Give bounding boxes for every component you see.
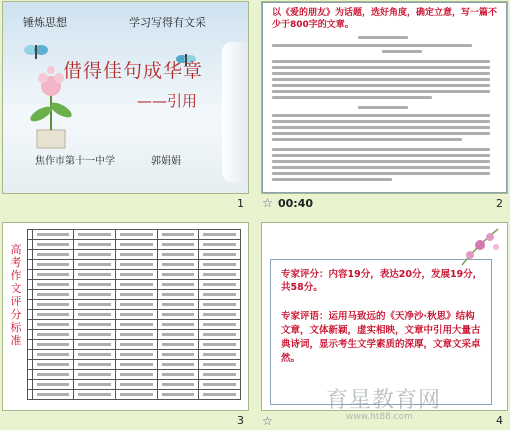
table-cell — [74, 250, 116, 260]
table-cell — [199, 280, 241, 290]
table-cell — [32, 240, 74, 250]
table-cell — [32, 340, 74, 350]
table-cell — [157, 250, 199, 260]
table-cell — [74, 350, 116, 360]
scoring-table — [27, 229, 241, 400]
table-cell — [115, 340, 157, 350]
table-row — [28, 320, 241, 330]
table-cell — [157, 370, 199, 380]
cell-text-placeholder — [37, 393, 70, 396]
table-cell — [32, 270, 74, 280]
cell-text-placeholder — [162, 243, 195, 246]
table-row — [28, 300, 241, 310]
cell-text-placeholder — [203, 283, 236, 286]
cell-text-placeholder — [162, 393, 195, 396]
cell-text-placeholder — [203, 373, 236, 376]
table-row — [28, 380, 241, 390]
table-cell — [199, 380, 241, 390]
cell-text-placeholder — [37, 363, 70, 366]
butterfly-icon — [23, 40, 49, 66]
table-cell — [199, 390, 241, 400]
cell-text-placeholder — [78, 303, 111, 306]
cell-text-placeholder — [120, 273, 153, 276]
table-cell — [115, 330, 157, 340]
table-cell — [115, 380, 157, 390]
table-cell — [32, 290, 74, 300]
table-cell — [157, 320, 199, 330]
header-right-text: 学习写得有文采 — [129, 16, 206, 29]
table-cell — [115, 360, 157, 370]
cell-text-placeholder — [120, 233, 153, 236]
school-name: 焦作市第十一中学 — [35, 156, 115, 167]
cell-text-placeholder — [78, 373, 111, 376]
table-cell — [115, 320, 157, 330]
table-cell — [74, 230, 116, 240]
table-row — [28, 360, 241, 370]
cell-text-placeholder — [203, 273, 236, 276]
table-cell — [32, 390, 74, 400]
cell-text-placeholder — [37, 353, 70, 356]
table-cell — [199, 270, 241, 280]
cell-text-placeholder — [120, 373, 153, 376]
writing-prompt: 以《爱的朋友》为话题，选好角度，确定立意，写一篇不少于800字的文章。 — [272, 8, 498, 30]
cell-text-placeholder — [162, 283, 195, 286]
table-cell — [74, 260, 116, 270]
cell-text-placeholder — [162, 373, 195, 376]
author-name: 郭娟娟 — [151, 156, 181, 167]
cell-text-placeholder — [203, 323, 236, 326]
table-cell — [199, 370, 241, 380]
table-cell — [115, 390, 157, 400]
cell-text-placeholder — [203, 333, 236, 336]
table-cell — [74, 330, 116, 340]
table-cell — [74, 380, 116, 390]
cell-text-placeholder — [120, 303, 153, 306]
cell-text-placeholder — [78, 363, 111, 366]
cell-text-placeholder — [203, 303, 236, 306]
cell-text-placeholder — [37, 283, 70, 286]
cell-text-placeholder — [78, 343, 111, 346]
table-cell — [115, 300, 157, 310]
table-cell — [199, 230, 241, 240]
cell-text-placeholder — [162, 293, 195, 296]
table-cell — [32, 300, 74, 310]
cell-text-placeholder — [162, 253, 195, 256]
table-cell — [115, 240, 157, 250]
table-cell — [157, 390, 199, 400]
table-cell — [157, 230, 199, 240]
cell-text-placeholder — [162, 363, 195, 366]
table-cell — [115, 270, 157, 280]
table-row — [28, 270, 241, 280]
table-row — [28, 250, 241, 260]
table-cell — [74, 340, 116, 350]
cell-text-placeholder — [162, 313, 195, 316]
cell-text-placeholder — [203, 293, 236, 296]
table-cell — [32, 350, 74, 360]
cell-text-placeholder — [37, 263, 70, 266]
table-row — [28, 330, 241, 340]
cell-text-placeholder — [37, 253, 70, 256]
table-row — [28, 230, 241, 240]
cell-text-placeholder — [78, 283, 111, 286]
cell-text-placeholder — [37, 243, 70, 246]
table-cell — [199, 250, 241, 260]
expert-score: 专家评分：内容19分，表达20分，发展19分，共58分。 — [281, 269, 483, 293]
cell-text-placeholder — [120, 293, 153, 296]
table-cell — [32, 330, 74, 340]
table-cell — [32, 320, 74, 330]
table-cell — [157, 330, 199, 340]
table-cell — [199, 300, 241, 310]
table-cell — [74, 270, 116, 280]
table-cell — [199, 320, 241, 330]
slide-number: 1 — [237, 197, 244, 210]
table-cell — [32, 360, 74, 370]
transition-star-icon[interactable]: ☆ — [262, 196, 273, 210]
slide-timing: 00:40 — [278, 197, 314, 210]
cell-text-placeholder — [162, 343, 195, 346]
cell-text-placeholder — [203, 383, 236, 386]
cell-text-placeholder — [78, 293, 111, 296]
site-watermark-url: www.ht88.com — [346, 412, 413, 422]
cell-text-placeholder — [78, 233, 111, 236]
table-cell — [157, 260, 199, 270]
header-left-text: 锤炼思想 — [23, 16, 67, 29]
table-cell — [157, 300, 199, 310]
slide-subtitle: ——引用 — [137, 92, 198, 110]
table-cell — [115, 370, 157, 380]
cell-text-placeholder — [203, 343, 236, 346]
cell-text-placeholder — [120, 363, 153, 366]
transition-star-icon[interactable]: ☆ — [262, 414, 273, 428]
slide-2[interactable] — [262, 2, 507, 193]
table-cell — [157, 350, 199, 360]
table-row — [28, 260, 241, 270]
vertical-title: 高考作文评分标准 — [10, 243, 22, 347]
slide-1[interactable] — [3, 2, 248, 193]
table-cell — [199, 260, 241, 270]
cell-text-placeholder — [203, 313, 236, 316]
table-cell — [32, 260, 74, 270]
cell-text-placeholder — [120, 283, 153, 286]
table-cell — [115, 260, 157, 270]
table-cell — [115, 310, 157, 320]
cell-text-placeholder — [203, 363, 236, 366]
cell-text-placeholder — [78, 353, 111, 356]
cell-text-placeholder — [37, 303, 70, 306]
table-cell — [157, 340, 199, 350]
table-row — [28, 240, 241, 250]
cell-text-placeholder — [78, 383, 111, 386]
page-curl-decoration — [222, 42, 248, 182]
cell-text-placeholder — [120, 243, 153, 246]
table-row — [28, 280, 241, 290]
cell-text-placeholder — [78, 243, 111, 246]
cell-text-placeholder — [37, 323, 70, 326]
cell-text-placeholder — [162, 263, 195, 266]
table-cell — [157, 240, 199, 250]
slide-3[interactable] — [3, 223, 248, 410]
table-cell — [32, 310, 74, 320]
slide-title: 借得佳句成华章 — [63, 60, 204, 82]
table-row — [28, 350, 241, 360]
cell-text-placeholder — [203, 233, 236, 236]
cell-text-placeholder — [162, 323, 195, 326]
cell-text-placeholder — [37, 373, 70, 376]
table-cell — [115, 250, 157, 260]
cell-text-placeholder — [203, 253, 236, 256]
slide-number: 4 — [496, 414, 503, 427]
table-cell — [74, 290, 116, 300]
table-row — [28, 370, 241, 380]
cell-text-placeholder — [78, 333, 111, 336]
table-cell — [32, 280, 74, 290]
site-watermark: 育星教育网 — [326, 388, 442, 413]
cell-text-placeholder — [203, 243, 236, 246]
table-cell — [74, 300, 116, 310]
table-row — [28, 390, 241, 400]
table-cell — [199, 290, 241, 300]
table-cell — [157, 310, 199, 320]
table-cell — [115, 230, 157, 240]
cell-text-placeholder — [78, 393, 111, 396]
cell-text-placeholder — [203, 263, 236, 266]
table-cell — [157, 290, 199, 300]
table-cell — [199, 310, 241, 320]
table-cell — [74, 240, 116, 250]
table-cell — [32, 230, 74, 240]
cell-text-placeholder — [78, 313, 111, 316]
cell-text-placeholder — [78, 273, 111, 276]
cell-text-placeholder — [120, 253, 153, 256]
table-cell — [157, 270, 199, 280]
table-row — [28, 340, 241, 350]
expert-comment: 专家评语：运用马致远的《天净沙·秋思》结构文章，文体新颖，虚实相映，文章中引用大量古典诗词，显示考生文学素质的深厚，文章文采卓然。 — [281, 311, 481, 364]
slide-4[interactable] — [262, 223, 507, 410]
cell-text-placeholder — [120, 323, 153, 326]
table-cell — [74, 360, 116, 370]
table-cell — [115, 280, 157, 290]
table-cell — [157, 280, 199, 290]
cell-text-placeholder — [120, 353, 153, 356]
cell-text-placeholder — [120, 333, 153, 336]
slide-number: 3 — [237, 414, 244, 427]
table-cell — [74, 320, 116, 330]
table-cell — [199, 350, 241, 360]
cell-text-placeholder — [203, 393, 236, 396]
table-cell — [74, 370, 116, 380]
table-cell — [157, 360, 199, 370]
cell-text-placeholder — [120, 393, 153, 396]
cell-text-placeholder — [120, 343, 153, 346]
cell-text-placeholder — [37, 343, 70, 346]
table-cell — [74, 280, 116, 290]
table-cell — [74, 310, 116, 320]
cell-text-placeholder — [162, 383, 195, 386]
cell-text-placeholder — [162, 333, 195, 336]
cell-text-placeholder — [78, 323, 111, 326]
table-cell — [115, 290, 157, 300]
cell-text-placeholder — [162, 233, 195, 236]
cell-text-placeholder — [37, 313, 70, 316]
slide-number: 2 — [496, 197, 503, 210]
cell-text-placeholder — [120, 383, 153, 386]
table-cell — [32, 370, 74, 380]
table-cell — [32, 380, 74, 390]
table-cell — [157, 380, 199, 390]
cell-text-placeholder — [162, 273, 195, 276]
cell-text-placeholder — [120, 313, 153, 316]
cell-text-placeholder — [37, 383, 70, 386]
cell-text-placeholder — [120, 263, 153, 266]
cell-text-placeholder — [37, 293, 70, 296]
table-row — [28, 310, 241, 320]
table-cell — [199, 240, 241, 250]
cell-text-placeholder — [37, 333, 70, 336]
cell-text-placeholder — [78, 253, 111, 256]
table-cell — [199, 330, 241, 340]
cell-text-placeholder — [162, 303, 195, 306]
table-row — [28, 290, 241, 300]
cell-text-placeholder — [203, 353, 236, 356]
cell-text-placeholder — [78, 263, 111, 266]
cell-text-placeholder — [37, 273, 70, 276]
cell-text-placeholder — [162, 353, 195, 356]
table-cell — [115, 350, 157, 360]
table-cell — [199, 360, 241, 370]
table-cell — [32, 250, 74, 260]
table-cell — [199, 340, 241, 350]
table-cell — [74, 390, 116, 400]
cell-text-placeholder — [37, 233, 70, 236]
